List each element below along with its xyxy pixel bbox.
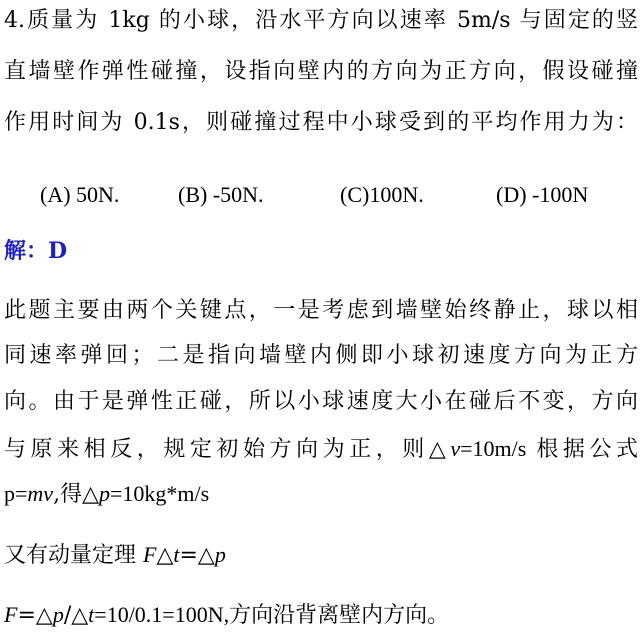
velocity-value: =10m/s 根据公式 (460, 436, 638, 461)
final-equals-delta: =△ (17, 603, 53, 628)
formula-mv: mv (27, 481, 54, 506)
explanation-line-1: 此题主要由两个关键点，一是考虑到墙壁始终静止，球以相 (4, 298, 638, 323)
explanation-line-4 (4, 434, 638, 465)
formula-p-equals: p= (4, 481, 28, 506)
explanation-line-6 (4, 540, 638, 571)
question-line-2: 直墙壁作弹性碰撞，设指向壁内的方向为正方向，假设碰撞 (4, 59, 638, 84)
final-divide-delta: /△ (63, 603, 89, 628)
explanation-line-3: 向。由于是弹性正碰，所以小球速度大小在碰后不变，方向 (4, 389, 638, 414)
equals-delta: =△ (179, 543, 215, 568)
formula-momentum-value: =10kg*m/s (110, 481, 210, 506)
final-t-symbol: t (88, 602, 95, 627)
formula-get-delta: ,得△ (53, 482, 99, 507)
option-d: (D) -100N (496, 182, 589, 207)
final-p-symbol: p (52, 602, 64, 627)
explanation-line-7 (4, 600, 638, 631)
final-force-symbol: F (4, 602, 18, 627)
explanation-line-4-text: 与原来相反，规定初始方向为正，则△ (4, 437, 451, 462)
final-result: =10/0.1=100N,方向沿背离壁内方向。 (94, 602, 450, 627)
time-symbol: t (173, 542, 180, 567)
option-c: (C)100N. (340, 182, 424, 207)
option-b: (B) -50N. (178, 182, 264, 207)
delta-symbol: △ (156, 543, 174, 568)
question-line-1: 4.质量为 1kg 的小球，沿水平方向以速率 5m/s 与固定的竖 (4, 8, 638, 33)
theorem-label: 又有动量定理 (4, 543, 143, 568)
force-symbol: F (143, 542, 157, 567)
answer-label: 解：D (4, 238, 68, 264)
explanation-line-2: 同速率弹回；二是指向墙壁内侧即小球初速度方向为正方 (4, 343, 638, 368)
velocity-symbol: v (450, 436, 461, 461)
momentum-symbol: p (214, 542, 226, 567)
answer-options (40, 180, 640, 210)
explanation-line-5 (4, 479, 638, 510)
question-line-3: 作用时间为 0.1s，则碰撞过程中小球受到的平均作用力为： (4, 110, 638, 135)
option-a: (A) 50N. (40, 182, 120, 207)
formula-p-symbol: p (99, 481, 110, 506)
